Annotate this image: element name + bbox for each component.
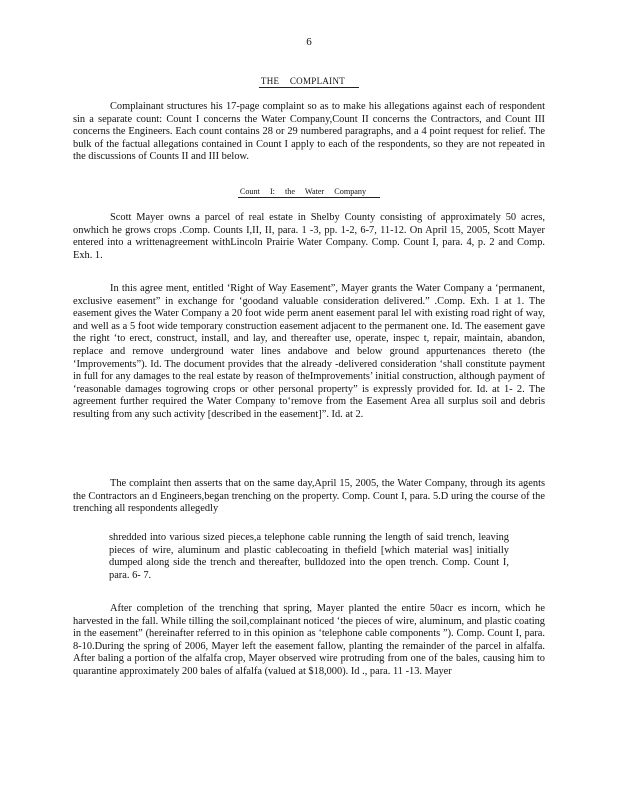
block-quote	[109, 532, 509, 582]
paragraph-3	[73, 478, 545, 516]
intro-paragraph	[73, 101, 545, 164]
page-number: 6	[306, 36, 312, 48]
section-title: THE COMPLAINT	[259, 76, 359, 88]
paragraph-4	[73, 603, 545, 679]
paragraph-4-text: After completion of the trenching that spring, Mayer planted the entire 50acr es incorn, which he harvested in the fall. While tilling the soil,complainant noticed ‘the pieces of wire, aluminum, and plastic coating in the easement” (hereinafter referred to in this opinion as ‘telephone cable components ”). Comp. Count I, para. 8-10.During the spring of 2006, Mayer left the easement fallow, planting the remainder of the parcel in alfalfa. After baling a portion of the alfalfa crop, Mayer observed wire protruding from one of the bales, causing him to quarantine approximately 200 bales of alfalfa (valued at $18,000). Id ., para. 11 -13. Mayer	[73, 603, 545, 677]
paragraph-1-text: Scott Mayer owns a parcel of real estate in Shelby County consisting of approximately 50 acres, onwhich he grows crops .Comp. Counts I,II, II, para. 1 -3, pp. 1-2, 6-7, 11-12. On April 15, 2005, Scott Mayer entered into a writtenagreement withLincoln Prairie Water Company. Comp. Count I, para. 4, p. 2 and Comp. Exh. 1.	[73, 212, 545, 261]
subsection-heading	[0, 186, 618, 199]
subsection-title: Count I: the Water Company	[238, 187, 380, 198]
intro-text: Complainant structures his 17-page complaint so as to make his allegations against each of respondent sin a separate count: Count I concerns the Water Company,Count II concerns the Contractors, and Count III concerns the Engineers. Each count contains 28 or 29 numbered paragraphs, and a 4 point request for relief. The bulk of the factual allegations contained in Count I apply to each of the respondents, so they are not repeated in the discussions of Counts II and III below.	[73, 101, 545, 163]
paragraph-2-text: In this agree ment, entitled ‘Right of Way Easement”, Mayer grants the Water Company a ‘permanent, exclusive easement” in exchange for ‘goodand valuable consideration delivered.” .Comp. Exh. 1 at 1. The easement gives the Water Company a 20 foot wide perm anent easement paral lel with existing road right of way, and well as a 5 foot wide temporary construction easement adjacent to the permanent one. Id. The easement gave the right ‘to erect, construct, install, and lay, and thereafter use, operate, inspec t, repair, maintain, abandon, replace and remove underground water lines andabove and below ground appurtenances thereto (the ‘Improvements”). Id. The document provides that the already -delivered consideration ‘shall constitute payment in full for any damages to the real estate by reason of theImprovements’ initial construction, although payment of ‘reasonable damages togrowing crops or other personal property” is expressly provided for. Id. at 1- 2. The agreement further required the Water Company to‘remove from the Easement Area all surplus soil and debris resulting from any such activity [described in the easement]”. Id. at 2.	[73, 283, 545, 420]
paragraph-3-text: The complaint then asserts that on the same day,April 15, 2005, the Water Company, through its agents the Contractors an d Engineers,began trenching on the property. Comp. Count I, para. 5.D uring the course of the trenching all respondents allegedly	[73, 478, 545, 515]
block-quote-text: shredded into various sized pieces,a telephone cable running the length of said trench, leaving pieces of wire, aluminum and plastic cablecoating in thefield [which material was] initially dumped along side the trench and thereafter, bulldozed into the open trench. Comp. Count I, para. 6- 7.	[109, 532, 509, 581]
section-heading	[0, 75, 618, 88]
paragraph-2	[73, 283, 545, 422]
paragraph-1	[73, 212, 545, 262]
